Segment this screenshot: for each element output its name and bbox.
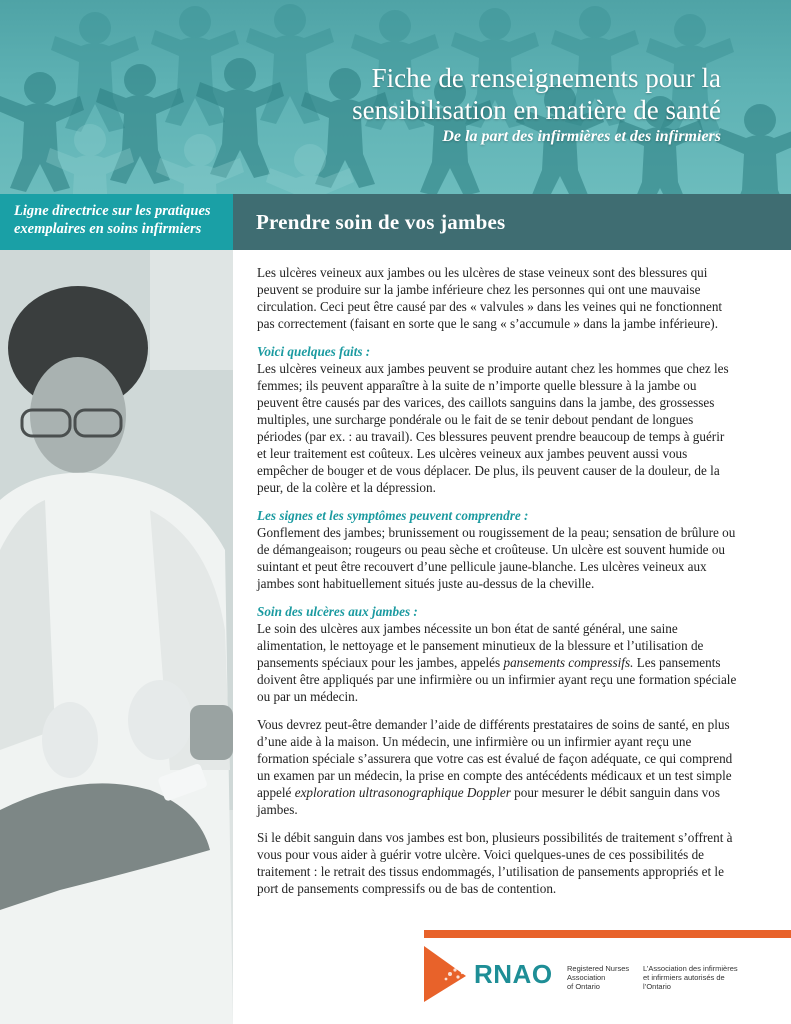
org-name-english: [567, 964, 637, 991]
facts-text: Les ulcères veineux aux jambes peuvent se produire autant chez les hommes que chez les femmes; ils peuvent apparaître à la suite de n’importe quelle blessure à la jambe ou peuvent être causés par des varices, des caillots sanguins dans la jambe, des grossesses multiples, une surcharge pondérale ou le fait de se tenir debout pendant de longues périodes (par ex. : au travail). Ces blessures peuvent prendre beaucoup de temps à guérir et leur traitement est coûteux. Les ulcères veineux aux jambes peuvent aussi vous empêcher de bouger et de vous déplacer. De plus, ils peuvent causer de la douleur, de la peur, de la colère et la dépression.: [257, 361, 729, 495]
signs-heading: Les signes et les symptômes peuvent comprendre :: [257, 508, 529, 523]
section-title: Prendre soin de vos jambes: [256, 209, 506, 234]
treatment-paragraph: Si le débit sanguin dans vos jambes est bon, plusieurs possibilités de traitement s’offrent à vous pour vous aider à guérir votre ulcère. Voici quelques-unes de ces possibilités de traitement : le retrait des tissus endommagés, l’utilisation de pansements appropriés et le port de pansements compressifs ou de bas de contention.: [257, 830, 733, 896]
page-subtitle: De la part des infirmières et des infirmiers: [442, 128, 721, 145]
org-fr-line-2: et infirmiers autorisés de: [643, 973, 725, 982]
banner-titles: [352, 62, 721, 146]
care-text-1: Le soin des ulcères aux jambes nécessite un bon état de santé général, une saine alimentation, le nettoyage et le pansement minutieux de la blessure et l’utilisation de pansements spéciaux pour les jambes, appelés: [257, 621, 704, 670]
org-fr-line-1: L’Association des infirmières: [643, 964, 738, 973]
signs-text: Gonflement des jambes; brunissement ou rougissement de la peau; sensation de brûlure ou de démangeaison; rougeurs ou peau sèche et croûteuse. Un ulcère est souvent humide ou suintant et peut être recouvert d’une pellicule jaune-blanche. Les ulcères veineux aux jambes sont habituellement situés juste au-dessus de la cheville.: [257, 525, 736, 591]
guideline-label-line-2: exemplaires en soins infirmiers: [14, 221, 202, 237]
rnao-logo-text: RNAO: [474, 959, 553, 989]
guideline-label-line-1: Ligne directrice sur les pratiques: [14, 203, 211, 219]
main-content: [257, 264, 737, 908]
nurse-photo: [0, 250, 233, 1024]
footer-accent-rule: [424, 930, 791, 938]
care-text-2: Les pansements doivent être appliqués par une infirmière ou un infirmier ayant reçu une formation spéciale ou par un médecin.: [257, 655, 737, 704]
guideline-label: [0, 194, 233, 250]
facts-section: [257, 343, 737, 496]
page-title-line-2: sensibilisation en matière de santé: [352, 95, 721, 125]
providers-text-2: pour mesurer le débit sanguin dans vos jambes.: [257, 785, 720, 817]
page-title-line-1: Fiche de renseignements pour la: [371, 63, 721, 93]
providers-paragraph: [257, 716, 737, 818]
facts-heading: Voici quelques faits :: [257, 344, 371, 359]
section-title-bar: [233, 194, 791, 250]
nurse-dressing-leg-image: [0, 250, 233, 1024]
org-name-french: [643, 964, 763, 991]
intro-paragraph: Les ulcères veineux aux jambes ou les ulcères de stase veineux sont des blessures qui peuvent se produire sur la jambe inférieure chez les personnes qui ont une mauvaise circulation. Ceci peut être causé par des « valvules » dans les veines qui ne fonctionnent pas correctement (faisant en sorte que le sang « s’accumule » dans la jambe inférieure).: [257, 265, 723, 331]
signs-section: [257, 507, 737, 592]
providers-italic-term: exploration ultrasonographique Doppler: [294, 785, 511, 800]
org-en-line-3: of Ontario: [567, 982, 600, 991]
header-banner: [0, 0, 791, 194]
care-italic-term: pansements compressifs.: [503, 655, 634, 670]
providers-text-1: Vous devrez peut-être demander l’aide de différents prestataires de soins de santé, en plus d’une aide à la maison. Un médecin, une infirmière ou un infirmier ayant reçu une formation spéciale s’assurera que votre cas est évalué de façon adéquate, ce qui comprend un examen par un médecin, la prise en compte des antécédents médicaux et un test simple appelé: [257, 717, 733, 800]
org-fr-line-3: l’Ontario: [643, 982, 671, 991]
rnao-logo-icon: [424, 946, 472, 1002]
org-en-line-2: Association: [567, 973, 606, 982]
care-heading: Soin des ulcères aux jambes :: [257, 604, 418, 619]
org-en-line-1: Registered Nurses: [567, 964, 630, 973]
care-section: [257, 603, 737, 705]
